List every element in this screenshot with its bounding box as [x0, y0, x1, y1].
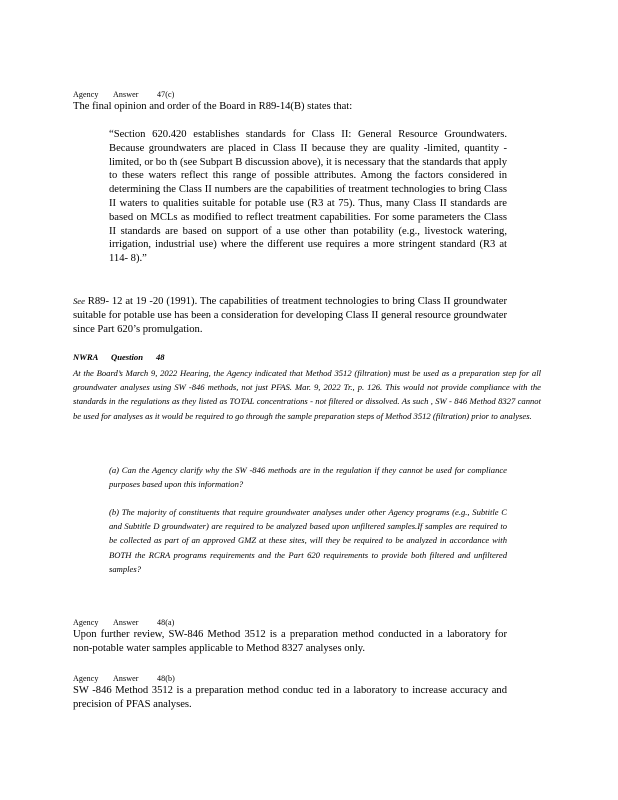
answer-47c-intro: The final opinion and order of the Board in R89-14(B) states that:	[73, 101, 353, 112]
citation-text: R89- 12 at 19 -20 (1991). The capabilities of treatment technologies to bring Class II groundwater suitable for potable use has been a consideration for developing Class II general resource groundwater since Part 620’s promulgation.	[73, 296, 507, 335]
answer-47c-quote: “Section 620.420 establishes standards for Class II: General Resource Groundwaters. Because groundwaters are placed in Class II because they are quality -limited, quantity -limited, or bo th (see Subpart B discussion above), it is necessary that the standards that apply to these waters reflect this range of possible attributes. Among the factors considered in determining the Class II numbers are the capabilities of treatment technologies to bring Class II waters to qualities suitable for potable use (R3 at 75). Thus, many Class II standards are based on MCLs as modified to reflect treatment capabilities. For some parameters the Class II standards are based on support of a use other than potability (e.g., livestock watering, irrigation, industrial use) where the different use requires a more stringent standard (R3 at 114- 8).”	[109, 129, 507, 265]
respondent-label: Agency	[73, 674, 99, 683]
question-48-body: At the Board’s March 9, 2022 Hearing, the Agency indicated that Method 3512 (filtration) must be used as a preparation step for all groundwater analyses using SW -846 methods, not just PFAS. Mar. 9, 2022 Tr., p. 126. This would not provide compliance with the standards in the regulations as they listed as TOTAL concentrations - not filtered or dissolved. As such , SW - 846 Method 8327 cannot be used for analyses as it would be required to go through the sample preparation steps of Method 3512 (filtration) prior to analyses.	[73, 368, 541, 421]
respondent-label: Agency	[73, 618, 99, 627]
answer-number: 47(c)	[157, 90, 175, 99]
question-48a: (a) Can the Agency clarify why the SW -846 methods are in the regulation if they cannot be used for compliance purposes based upon this information?	[109, 465, 507, 490]
answer-number: 48(b)	[157, 674, 175, 683]
question-label: Question	[111, 352, 143, 362]
questioner-label: NWRA	[73, 352, 99, 362]
question-48b: (b) The majority of constituents that require groundwater analyses under other Agency programs (e.g., Subtitle C and Subtitle D groundwater) are required to be analyzed based upon unfiltered samples.If samples are required to be collected as part of an approved GMZ at these sites, will they be required to be analyzed in accordance with BOTH the RCRA programs requirements and the Part 620 requirements to provide both filtered and unfiltered samples?	[109, 507, 507, 574]
answer-47c-citation	[73, 295, 507, 336]
answer-48b-body: SW -846 Method 3512 is a preparation method conduc ted in a laboratory to increase accuracy and precision of PFAS analyses.	[73, 685, 507, 710]
answer-48a-header	[73, 618, 174, 627]
answer-48b-header	[73, 674, 175, 683]
respondent-label: Agency	[73, 90, 99, 99]
answer-label: Answer	[113, 90, 139, 99]
answer-number: 48(a)	[157, 618, 175, 627]
question-number: 48	[156, 352, 165, 362]
answer-label: Answer	[113, 674, 139, 683]
answer-label: Answer	[113, 618, 139, 627]
see-signal: See	[73, 296, 85, 306]
answer-47c-header	[73, 90, 174, 99]
question-48-header	[73, 352, 165, 362]
answer-48a-body: Upon further review, SW-846 Method 3512 is a preparation method conducted in a laboratory for non-potable water samples applicable to Method 8327 analyses only.	[73, 629, 507, 654]
